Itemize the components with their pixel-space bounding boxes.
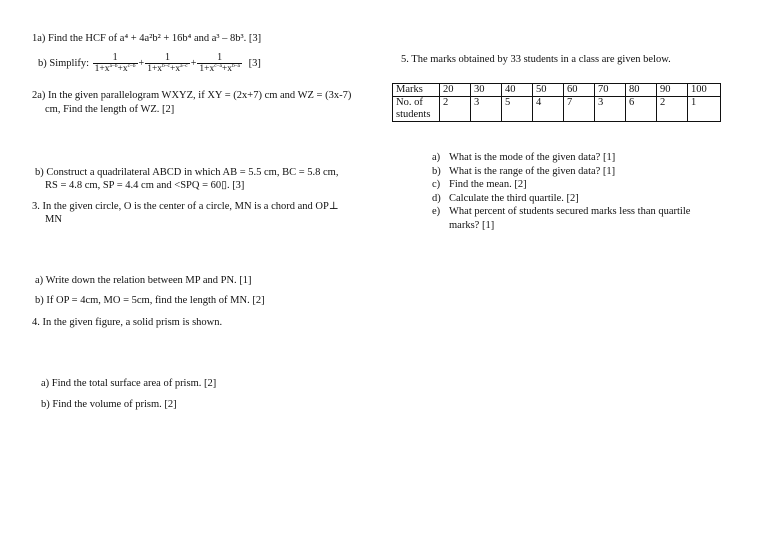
table-cell: 30	[471, 84, 502, 97]
fraction-1-numerator: 1	[112, 52, 118, 63]
table-cell: 100	[688, 84, 721, 97]
list-item: b) What is the range of the given data? [1]	[432, 165, 616, 177]
table-cell: 7	[564, 97, 595, 122]
table-cell: 1	[688, 97, 721, 122]
list-item-continuation: marks? [1]	[449, 219, 495, 231]
question-4b: b) Find the volume of prism. [2]	[41, 399, 177, 410]
fraction-3	[197, 52, 242, 75]
fraction-2	[145, 52, 190, 75]
table-row-students	[393, 97, 721, 122]
table-cell: 3	[595, 97, 626, 122]
list-item: a) What is the mode of the given data? [1]	[432, 152, 616, 163]
list-item: c) Find the mean. [2]	[432, 179, 527, 191]
table-cell: 20	[440, 84, 471, 97]
table-cell-students-label: No. of students	[393, 97, 440, 122]
question-5-subquestions	[432, 151, 690, 233]
question-4a: a) Find the total surface area of prism. [2]	[41, 378, 217, 389]
question-1b	[38, 52, 261, 75]
missing-glyph-box: ▯	[221, 180, 227, 191]
question-1a: 1a) Find the HCF of a⁴ + 4a²b² + 16b⁴ and a³ – 8b³. [3]	[32, 33, 262, 44]
table-cell: 3	[471, 97, 502, 122]
marks-table	[392, 83, 721, 122]
table-cell: 70	[595, 84, 626, 97]
table-cell: 50	[533, 84, 564, 97]
table-cell: 5	[502, 97, 533, 122]
plus-sign: +	[190, 58, 197, 69]
question-1b-prefix: b) Simplify:	[38, 58, 90, 69]
table-cell: 60	[564, 84, 595, 97]
question-2a-line1: 2a) In the given parallelogram WXYZ, if XY = (2x+7) cm and WZ = (3x-7)	[32, 90, 352, 101]
question-3-line1: 3. In the given circle, O is the center of a circle, MN is a chord and OP⊥	[32, 201, 339, 212]
fraction-2-numerator: 1	[164, 52, 170, 63]
fraction-1	[93, 52, 138, 75]
table-cell: 80	[626, 84, 657, 97]
table-cell: 90	[657, 84, 688, 97]
fraction-2-denominator: $1+x^{b-c}+x^{a-c}$	[147, 63, 188, 74]
table-cell: 2	[440, 97, 471, 122]
question-2b-line2: RS = 4.8 cm, SP = 4.4 cm and <SPQ = 60▯. [3]	[45, 180, 245, 191]
list-item: e) What percent of students secured marks less than quartile	[432, 206, 691, 218]
plus-sign: +	[138, 58, 145, 69]
fraction-3-numerator: 1	[217, 52, 223, 63]
table-cell: 6	[626, 97, 657, 122]
table-cell: 2	[657, 97, 688, 122]
list-item: d) Calculate the third quartile. [2]	[432, 192, 579, 204]
table-cell: 40	[502, 84, 533, 97]
table-row-marks	[393, 84, 721, 97]
fraction-1-denominator: $1+x^{a-b}+x^{c-b}$	[94, 63, 136, 74]
table-cell-marks-label: Marks	[393, 84, 440, 97]
fraction-3-denominator: $1+x^{c-a}+x^{b-a}$	[199, 63, 240, 74]
question-2b-line1: b) Construct a quadrilateral ABCD in which AB = 5.5 cm, BC = 5.8 cm,	[35, 167, 339, 178]
question-1b-marks: [3]	[248, 58, 261, 69]
question-5-intro: 5. The marks obtained by 33 students in a class are given below.	[401, 54, 671, 65]
table-cell: 4	[533, 97, 564, 122]
question-3b: b) If OP = 4cm, MO = 5cm, find the length of MN. [2]	[35, 295, 265, 306]
question-3a: a) Write down the relation between MP and PN. [1]	[35, 275, 252, 286]
question-2a-line2: cm, Find the length of WZ. [2]	[45, 104, 175, 115]
question-3-line2: MN	[45, 214, 62, 225]
question-4: 4. In the given figure, a solid prism is shown.	[32, 317, 223, 328]
